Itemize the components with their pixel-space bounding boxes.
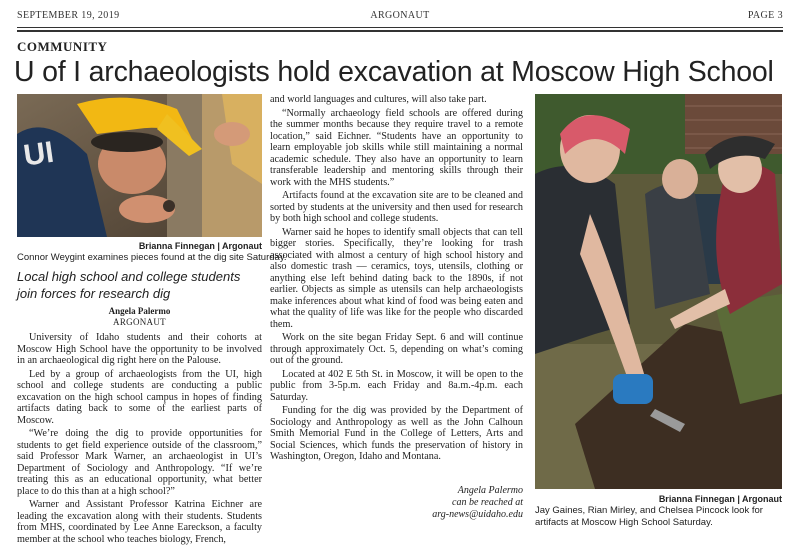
photo1-caption: Connor Weygint examines pieces found at the dig site Saturday. <box>17 252 287 263</box>
deck-subhead: Local high school and college students join forces for research dig <box>17 269 241 301</box>
publication-name: ARGONAUT <box>370 10 430 21</box>
paragraph: Artifacts found at the excavation site are to be cleaned and sorted by students at the university and then used for research by both high school and college students. <box>270 190 523 224</box>
headline: U of I archaeologists hold excavation at Moscow High School <box>14 56 774 88</box>
page-header <box>17 10 783 24</box>
signoff-name: Angela Palermo <box>457 485 523 496</box>
paragraph: “We’re doing the dig to provide opportunities for students to get field experience outside of the classroom,” said Professor Mark Warner, an archaeologist in UI’s Department of Sociology and Anthropology. “If we’re treating this as an educational opportunity, what better place to do this than at a high school?” <box>17 428 262 497</box>
paragraph: and world languages and cultures, will also take part. <box>270 94 487 105</box>
photo-excavation <box>535 94 782 489</box>
photo1-credit: Brianna Finnegan | Argonaut <box>138 241 262 251</box>
paragraph: “Normally archaeology field schools are offered during the summer months because they require travel to a remote location,” said Eichner. “Students have an opportunity to learn employable job skills while still maintaining a normal academic schedule. They also have an opportunity to learn transferable leadership and mentoring skills through their work with the MHS students.” <box>270 107 523 188</box>
svg-text:UI: UI <box>21 135 56 173</box>
photo-image <box>535 94 782 489</box>
paragraph: Warner said he hopes to identify small objects that can tell bigger stories. Specifically, they’re looking for trash associated with almost a century of high school history and also domestic trash — ceramics, toys, utensils, clothing or anything else left behind dating back to the 1890s, if not earlier. Objects as simple as utensils can help archaeologists make inferences about what kind of food was being eaten and what the quality of life was like for the people who discarded them. <box>270 226 523 330</box>
photo-image <box>17 94 262 237</box>
byline-org: ARGONAUT <box>113 317 166 327</box>
signoff-email[interactable]: arg-news@uidaho.edu <box>432 509 523 520</box>
photo2-caption: Jay Gaines, Rian Mirley, and Chelsea Pincock look for artifacts at Moscow High School Saturday. <box>535 505 763 528</box>
paragraph: University of Idaho students and their cohorts at Moscow High School have the opportunity to be involved in an archaeological dig right here on the Palouse. <box>17 332 262 366</box>
page-number: PAGE 3 <box>747 10 783 21</box>
photo2-credit: Brianna Finnegan | Argonaut <box>658 494 782 504</box>
section-label: COMMUNITY <box>17 39 108 54</box>
issue-date: SEPTEMBER 19, 2019 <box>17 10 120 21</box>
signoff-line: can be reached at <box>452 497 523 508</box>
header-rule <box>17 27 783 28</box>
article-column-1 <box>17 332 262 545</box>
photo-connor-weygint <box>17 94 262 237</box>
paragraph: Funding for the dig was provided by the Department of Sociology and Anthropology as well as the John Calhoun Smith Memorial Fund in the College of Letters, Arts and Social Sciences, which funds the preservation of history in Washington, Oregon, Idaho and Montana. <box>270 405 523 462</box>
paragraph: Work on the site began Friday Sept. 6 and will continue through approximately Oct. 5, depending on what’s coming out of the ground. <box>270 332 523 366</box>
paragraph: Located at 402 E 5th St. in Moscow, it will be open to the public from 3-5p.m. each Friday and 8a.m.-4p.m. each Saturday. <box>270 368 523 403</box>
byline-name: Angela Palermo <box>108 306 171 316</box>
paragraph: Led by a group of archaeologists from the UI, high school and college students are conducting a public excavation on the high school campus in hopes of finding artifacts dating back to some of the earliest parts of Moscow. <box>17 368 262 426</box>
paragraph: Warner and Assistant Professor Katrina Eichner are leading the excavation along with their students. Students from MHS, coordinated by Lee Anne Eareckson, a faculty member at the school who teaches biology, French, <box>17 499 262 545</box>
header-rule-thick <box>17 30 783 32</box>
article-column-2 <box>270 94 523 463</box>
